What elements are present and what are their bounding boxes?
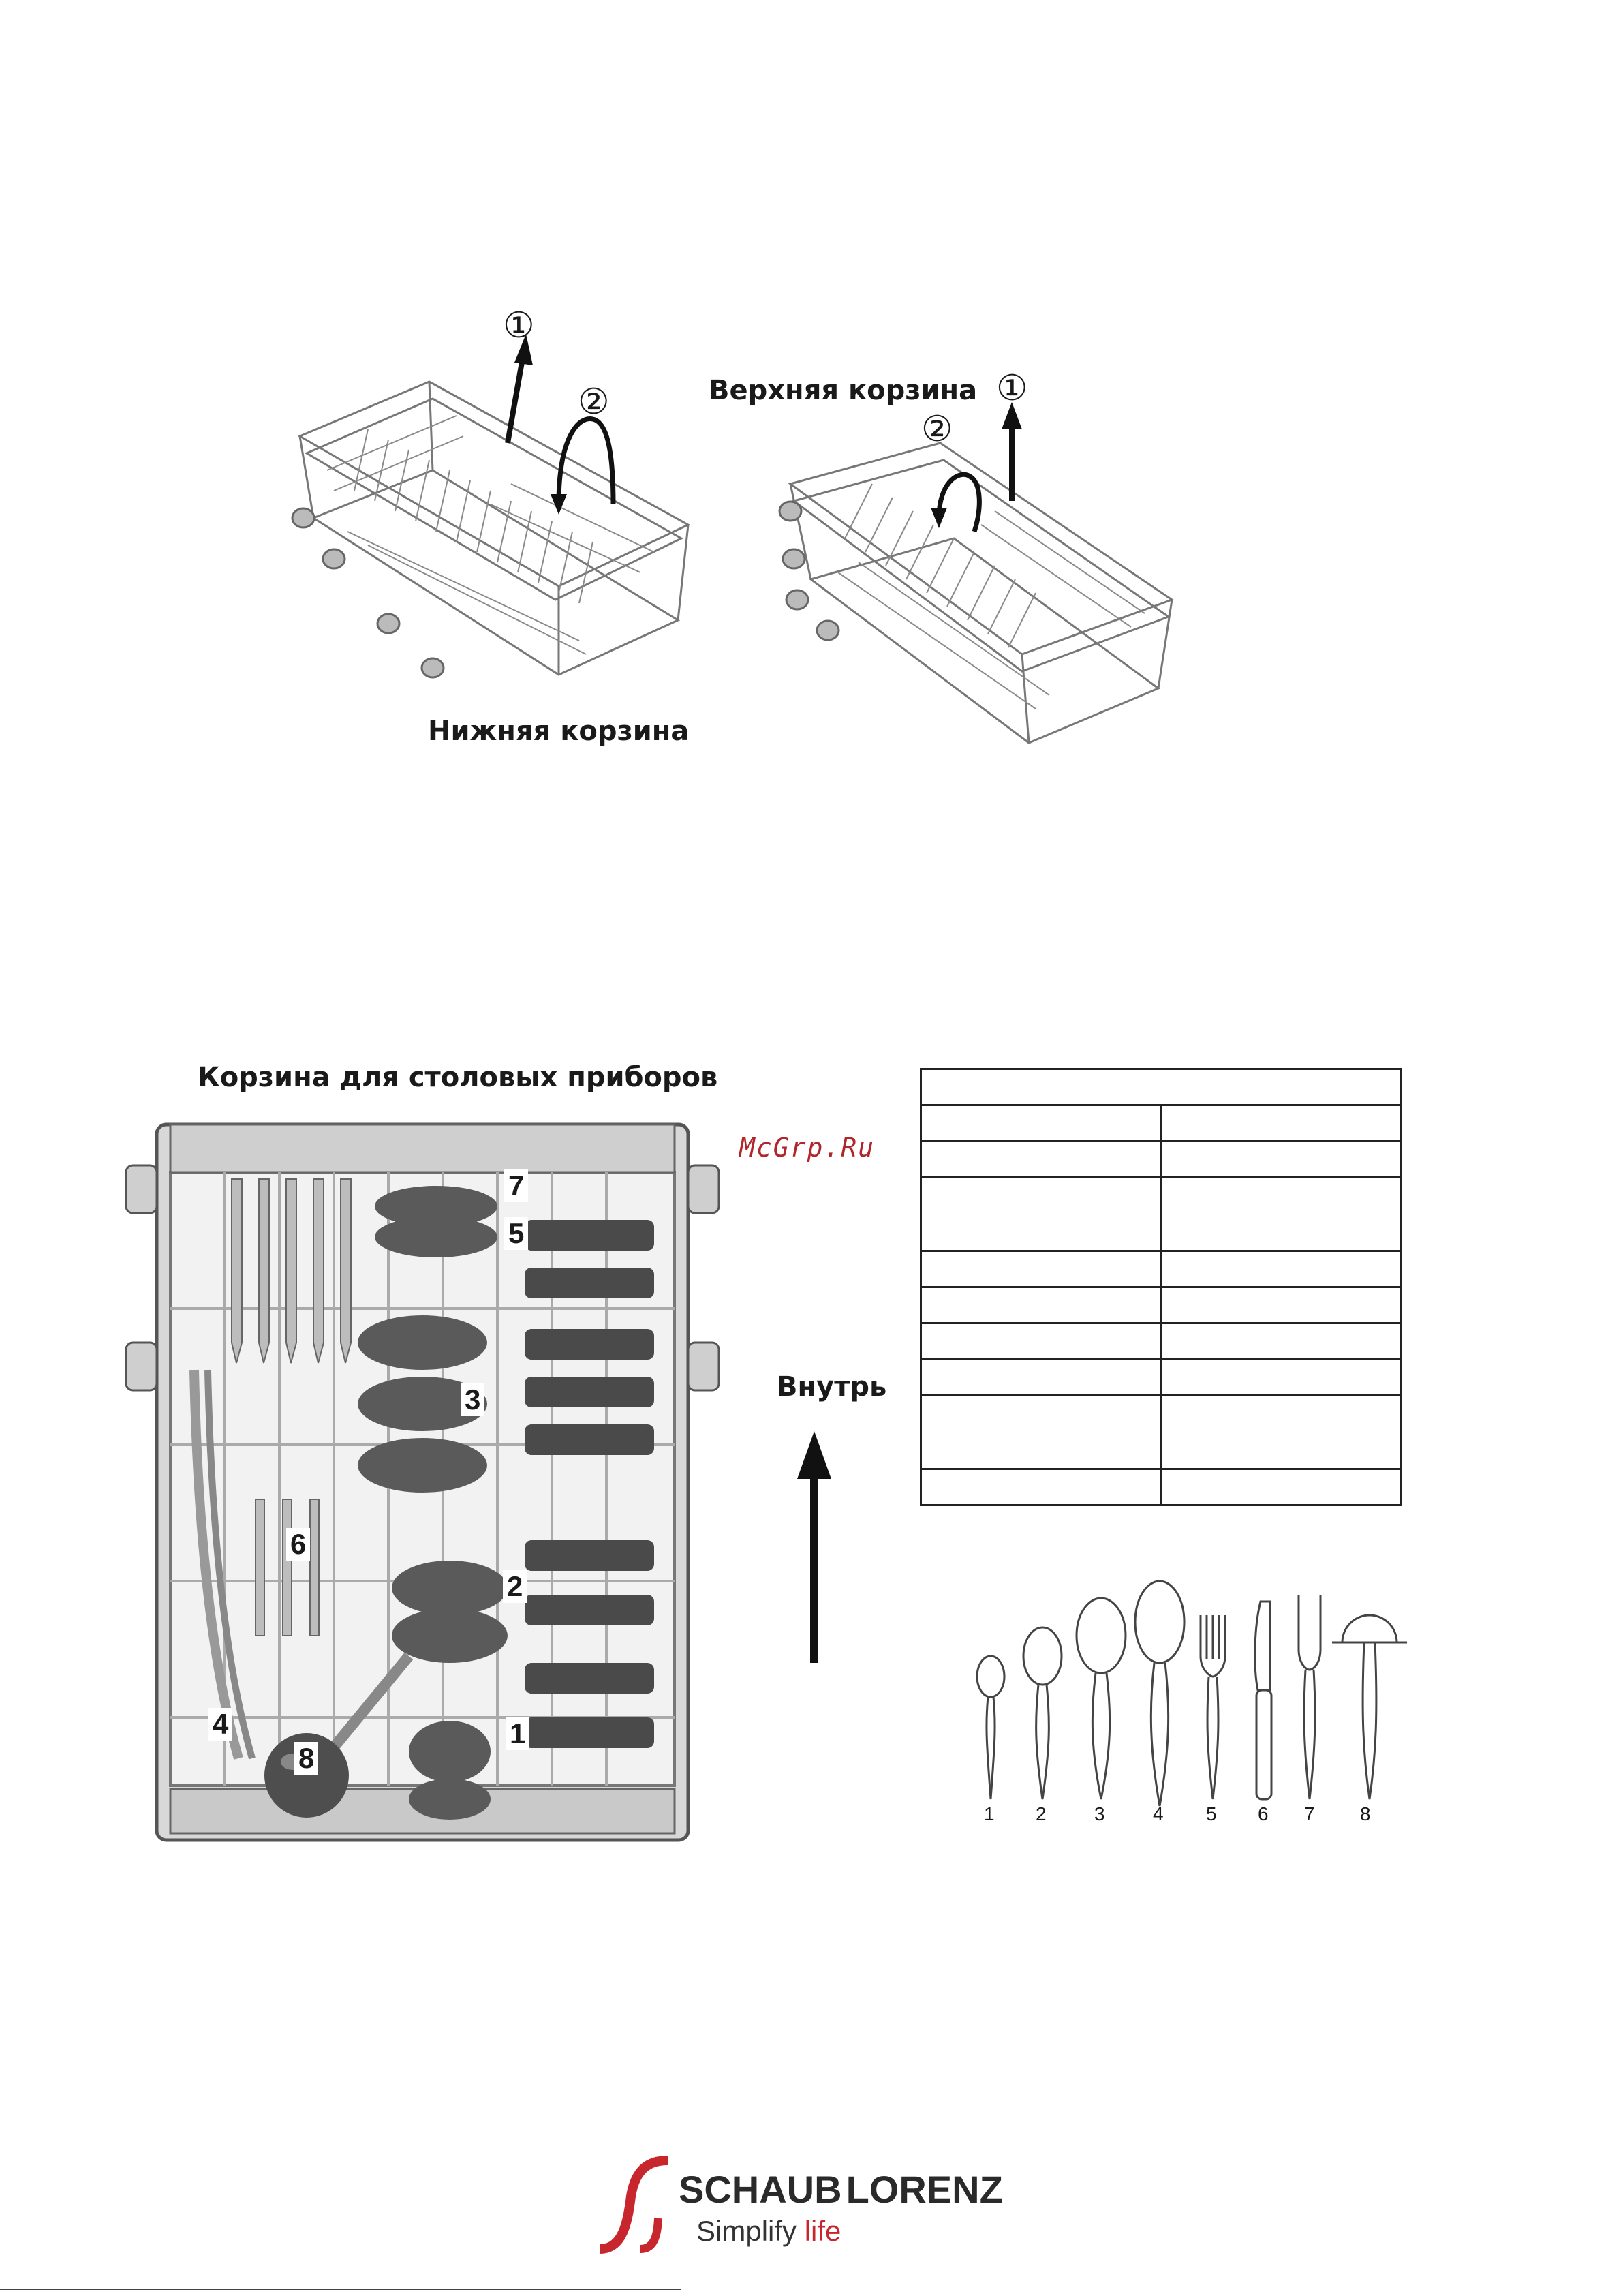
basket-number-2: 2 [503,1570,527,1603]
table-row [921,1360,1402,1396]
brand-name [679,2167,1003,2211]
brand-tagline-part1: Simplify [696,2215,797,2247]
upper-step-2-marker: ② [921,409,953,450]
lower-step-2-marker: ② [578,382,610,423]
footer-rule [0,2289,681,2290]
cutlery-basket-label: Корзина для столовых приборов [198,1062,718,1093]
table-row [921,1069,1402,1105]
table-row [921,1287,1402,1323]
inward-arrow [797,1431,831,1663]
brand-tagline [696,2215,841,2248]
basket-number-8: 8 [294,1742,318,1775]
brand-name-part1: SCHAUB [679,2168,842,2211]
cutlery-legend-number-5: 5 [1206,1803,1217,1824]
brand-logo-icon [593,2154,688,2256]
cutlery-legend-table [920,1068,1402,1506]
watermark: McGrp.Ru [739,1133,876,1163]
cutlery-legend-number-2: 2 [1036,1803,1047,1824]
basket-number-5: 5 [504,1217,528,1250]
basket-number-3: 3 [461,1383,484,1416]
brand-name-part2: LORENZ [846,2168,1003,2211]
lower-step-1-marker: ① [503,305,535,346]
table-row [921,1142,1402,1178]
brand-tagline-part2: life [804,2215,841,2247]
cutlery-legend-number-8: 8 [1360,1803,1371,1824]
basket-number-4: 4 [208,1708,232,1741]
cutlery-types-illustration [961,1574,1424,1806]
cutlery-legend-number-4: 4 [1153,1803,1164,1824]
upper-basket-label: Верхняя корзина [709,375,978,406]
table-row [921,1396,1402,1469]
cutlery-legend-number-7: 7 [1304,1803,1315,1824]
cutlery-legend-number-1: 1 [984,1803,995,1824]
table-row [921,1178,1402,1251]
upper-step-1-marker: ① [996,368,1028,409]
basket-number-7: 7 [504,1169,528,1202]
cutlery-legend-number-6: 6 [1258,1803,1269,1824]
lower-basket-label: Нижняя корзина [428,716,690,747]
table-row [921,1469,1402,1505]
table-row [921,1323,1402,1360]
table-row [921,1105,1402,1142]
basket-number-1: 1 [506,1717,529,1750]
table-row [921,1251,1402,1287]
cutlery-legend-number-3: 3 [1094,1803,1105,1824]
basket-number-6: 6 [286,1528,310,1561]
inward-label: Внутрь [777,1371,887,1403]
